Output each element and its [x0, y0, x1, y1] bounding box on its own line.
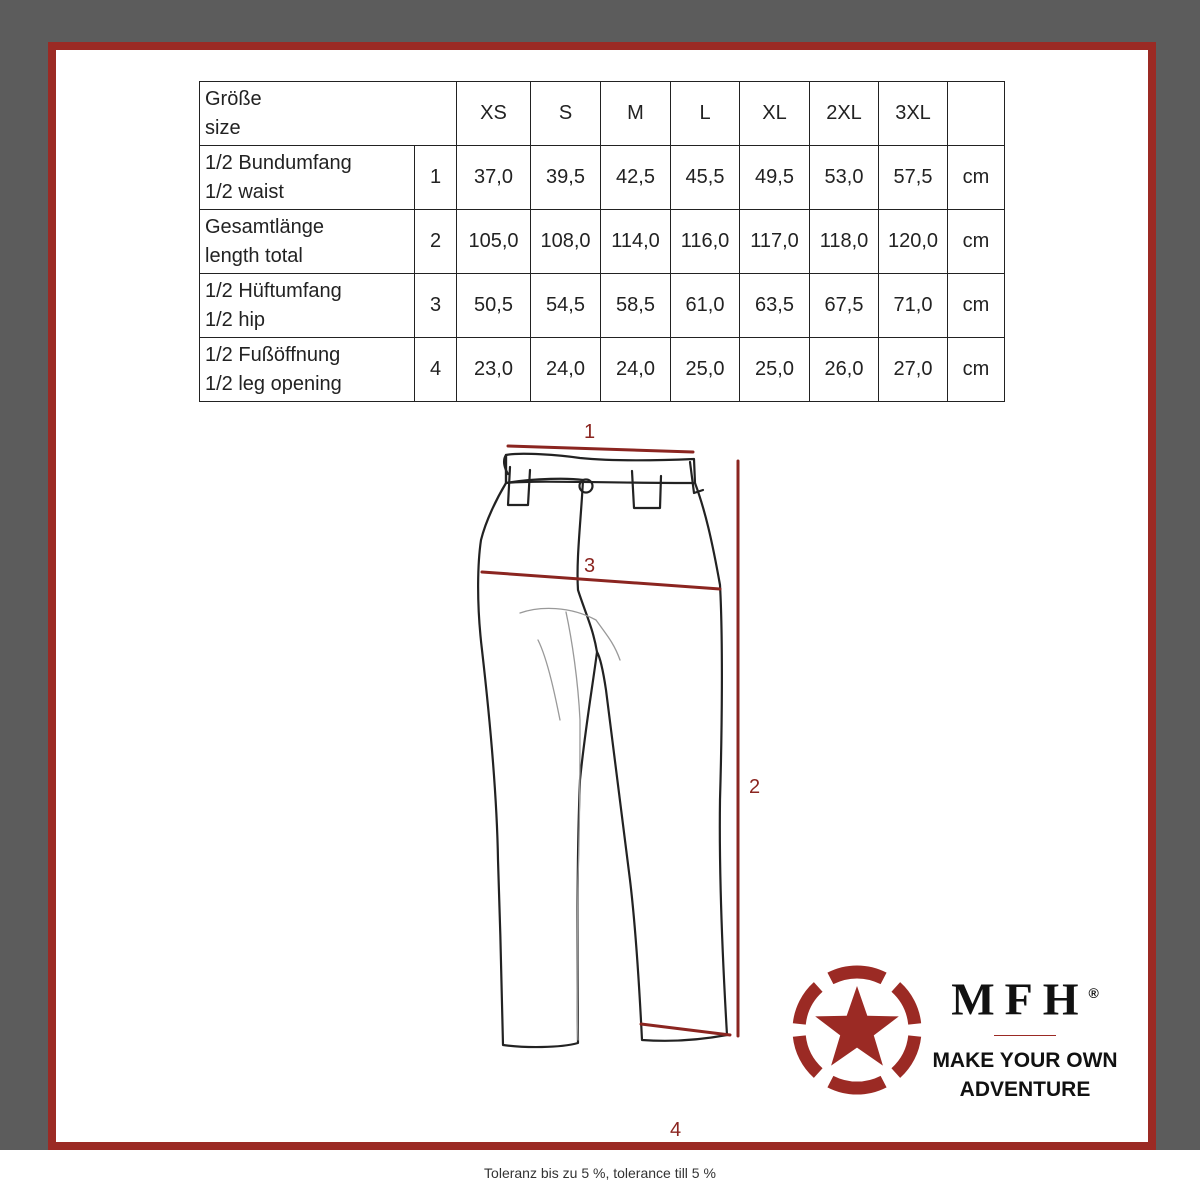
unit-cell: cm: [948, 210, 1005, 274]
size-col-header: XS: [457, 82, 531, 146]
unit-cell: cm: [948, 274, 1005, 338]
table-cell: 27,0: [879, 338, 948, 402]
leg-opening-label: 4: [670, 1119, 682, 1141]
table-cell: 63,5: [740, 274, 810, 338]
table-cell: 108,0: [531, 210, 601, 274]
size-col-header: S: [531, 82, 601, 146]
table-cell: 53,0: [810, 146, 879, 210]
registered-mark: ®: [1088, 985, 1099, 1001]
leg-opening-dimension-line: [641, 1024, 730, 1035]
table-cell: 50,5: [457, 274, 531, 338]
size-col-header: M: [601, 82, 671, 146]
length-label: 2: [749, 776, 761, 798]
table-cell: 24,0: [601, 338, 671, 402]
table-cell: 57,5: [879, 146, 948, 210]
waist-dimension-line: [508, 446, 693, 452]
table-cell: 24,0: [531, 338, 601, 402]
star-in-circle-icon: [799, 972, 914, 1088]
trousers-outline: [478, 454, 727, 1047]
table-cell: 54,5: [531, 274, 601, 338]
size-label-en: size: [205, 116, 241, 139]
table-cell: 39,5: [531, 146, 601, 210]
row-number: 4: [415, 338, 457, 402]
table-cell: 26,0: [810, 338, 879, 402]
table-cell: 120,0: [879, 210, 948, 274]
hip-label: 3: [584, 555, 596, 577]
row-label: 1/2 Bundumfang 1/2 waist: [200, 146, 415, 210]
table-cell: 25,0: [740, 338, 810, 402]
table-cell: 61,0: [671, 274, 740, 338]
size-col-header: L: [671, 82, 740, 146]
row-label: 1/2 Fußöffnung 1/2 leg opening: [200, 338, 415, 402]
table-cell: 116,0: [671, 210, 740, 274]
table-cell: 67,5: [810, 274, 879, 338]
brand-block: [930, 965, 1120, 1104]
unit-cell: cm: [948, 146, 1005, 210]
table-cell: 42,5: [601, 146, 671, 210]
row-number: 1: [415, 146, 457, 210]
row-label: Gesamtlänge length total: [200, 210, 415, 274]
table-cell: 49,5: [740, 146, 810, 210]
brand-slogan: MAKE YOUR OWN ADVENTURE: [932, 1049, 1118, 1102]
row-number: 2: [415, 210, 457, 274]
table-cell: 71,0: [879, 274, 948, 338]
table-cell: 105,0: [457, 210, 531, 274]
brand-divider: [994, 1035, 1056, 1036]
dimension-lines: [482, 446, 738, 1036]
table-cell: 25,0: [671, 338, 740, 402]
table-cell: 23,0: [457, 338, 531, 402]
table-cell: 58,5: [601, 274, 671, 338]
trousers-detail-lines: [520, 608, 620, 1040]
size-label-de: Größe: [205, 87, 262, 110]
table-cell: 114,0: [601, 210, 671, 274]
table-cell: 118,0: [810, 210, 879, 274]
row-number: 3: [415, 274, 457, 338]
table-cell: 37,0: [457, 146, 531, 210]
size-col-header: 3XL: [879, 82, 948, 146]
tolerance-note: Toleranz bis zu 5 %, tolerance till 5 %: [0, 1150, 1200, 1200]
hip-dimension-line: [482, 572, 720, 589]
size-col-header: XL: [740, 82, 810, 146]
waist-label: 1: [584, 421, 596, 443]
brand-logo-text: MFH®: [951, 973, 1099, 1025]
size-col-header: 2XL: [810, 82, 879, 146]
row-label: 1/2 Hüftumfang 1/2 hip: [200, 274, 415, 338]
table-cell: 117,0: [740, 210, 810, 274]
unit-cell: cm: [948, 338, 1005, 402]
table-cell: 45,5: [671, 146, 740, 210]
